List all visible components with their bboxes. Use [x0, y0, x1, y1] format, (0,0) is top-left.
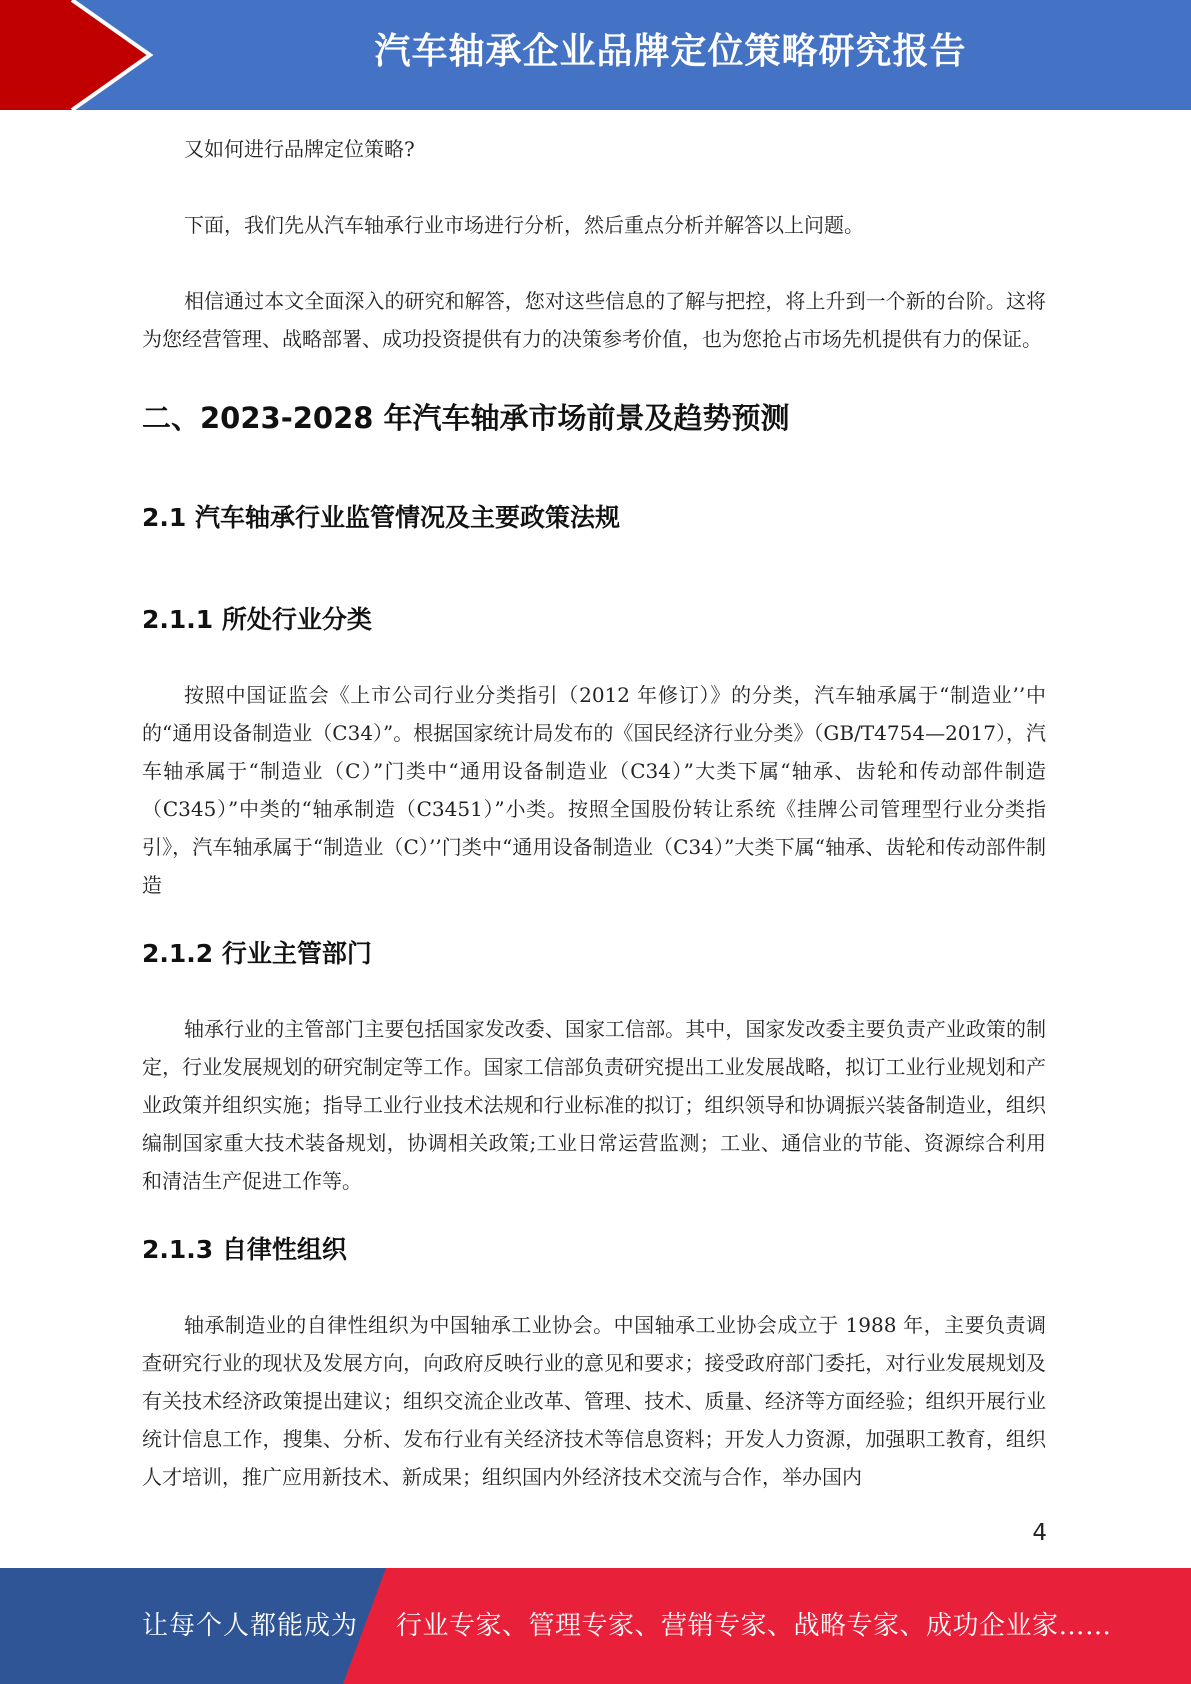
paragraph-self-regulatory-org: 轴承制造业的自律性组织为中国轴承工业协会。中国轴承工业协会成立于 1988 年，主要负责调查研究行业的现状及发展方向，向政府反映行业的意见和要求；接受政府部门委托，对行业发展规划及有关技术经济政策提出建议；组织交流企业改革、管理、技术、质量、经济等方面经验；组织开展行业统计信息工作，搜集、分析、发布行业有关经济技术等信息资料；开发人力资源，加强职工教育，组织人才培训，推广应用新技术、新成果；组织国内外经济技术交流与合作，举办国内: [142, 1313, 1046, 1489]
page-number: 4: [1032, 1520, 1047, 1546]
page-footer: [0, 1568, 1191, 1684]
footer-slogan-lead: 让每个人都能成为: [142, 1611, 359, 1641]
paragraph-intro-plan: 下面，我们先从汽车轴承行业市场进行分析，然后重点分析并解答以上问题。: [184, 213, 864, 237]
footer-slogan-roles: 行业专家、管理专家、营销专家、战略专家、成功企业家……: [396, 1611, 1112, 1641]
section-2-1-2-heading: 2.1.2 行业主管部门: [142, 939, 372, 968]
section-2-1-1-heading: 2.1.1 所处行业分类: [142, 605, 372, 634]
report-title: 汽车轴承企业品牌定位策略研究报告: [374, 31, 967, 72]
document-body: [142, 130, 1046, 1496]
paragraph-intro-value: 相信通过本文全面深入的研究和解答，您对这些信息的了解与把控，将上升到一个新的台阶。这将为您经营管理、战略部署、成功投资提供有力的决策参考价值，也为您抢占市场先机提供有力的保证。: [142, 289, 1046, 351]
section-2-1-3-heading: 2.1.3 自律性组织: [142, 1235, 347, 1264]
section-2-heading: 二、2023-2028 年汽车轴承市场前景及趋势预测: [142, 401, 790, 435]
paragraph-regulatory-authority: 轴承行业的主管部门主要包括国家发改委、国家工信部。其中，国家发改委主要负责产业政策的制定，行业发展规划的研究制定等工作。国家工信部负责研究提出工业发展战略，拟订工业行业规划和产业政策并组织实施；指导工业行业技术法规和行业标准的拟订；组织领导和协调振兴装备制造业，组织编制国家重大技术装备规划，协调相关政策;工业日常运营监测；工业、通信业的节能、资源综合利用和清洁生产促进工作等。: [142, 1017, 1046, 1193]
paragraph-industry-classification: 按照中国证监会《上市公司行业分类指引（2012 年修订）》的分类，汽车轴承属于“制造业’’中的“通用设备制造业（C34）”。根据国家统计局发布的《国民经济行业分类》（GB/T4754—2017），汽车轴承属于“制造业（C）”门类中“通用设备制造业（C34）”大类下属“轴承、齿轮和传动部件制造（C345）”中类的“轴承制造（C3451）”小类。按照全国股份转让系统《挂牌公司管理型行业分类指引》，汽车轴承属于“制造业（C）’’门类中“通用设备制造业（C34）”大类下属“轴承、齿轮和传动部件制造: [142, 683, 1046, 897]
paragraph-intro-question: 又如何进行品牌定位策略?: [184, 137, 415, 161]
section-2-1-heading: 2.1 汽车轴承行业监管情况及主要政策法规: [142, 503, 620, 532]
page-header: [0, 0, 1191, 110]
